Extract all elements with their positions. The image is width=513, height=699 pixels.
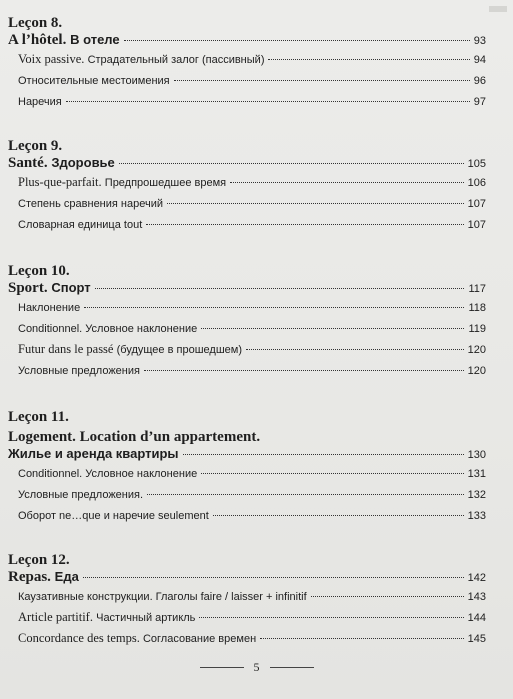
- entry-ru: Каузативные конструкции. Глаголы faire / laisser + infinitif: [18, 591, 307, 603]
- page-number: 107: [467, 198, 486, 210]
- toc-entry[interactable]: [8, 589, 486, 610]
- entry-ru: Степень сравнения наречий: [18, 198, 163, 210]
- page-number: 97: [473, 96, 486, 108]
- leader-dots: [83, 577, 464, 578]
- heading-ru: Здоровье: [51, 155, 115, 170]
- leader-dots: [201, 328, 464, 329]
- heading-fr: A l’hôtel.: [8, 32, 71, 48]
- entry-ru: Словарная единица tout: [18, 219, 143, 231]
- heading-ru: Жилье и аренда квартиры: [8, 446, 179, 461]
- page-number: 105: [467, 158, 486, 170]
- entry-ru: Наречия: [18, 96, 62, 108]
- entry-ru: Оборот ne…que и наречие seulement: [18, 510, 209, 522]
- heading-label: [8, 32, 120, 49]
- entry-ru: Относительные местоимения: [18, 75, 170, 87]
- heading-fr: Repas.: [8, 569, 55, 585]
- page-number: 120: [467, 344, 486, 356]
- lesson-10: [8, 262, 486, 384]
- entry-label: [18, 321, 197, 336]
- entry-label: [18, 466, 197, 481]
- entry-ru: Страдательный залог (пассивный): [87, 54, 265, 66]
- leader-dots: [260, 638, 463, 639]
- leader-dots: [144, 370, 464, 371]
- toc-entry[interactable]: [8, 631, 486, 652]
- entry-ru: Conditionnel. Условное наклонение: [18, 323, 198, 335]
- footer-page-number: 5: [253, 659, 260, 674]
- leader-dots: [84, 307, 464, 308]
- leader-dots: [167, 203, 464, 204]
- entry-ru: Условные предложения: [18, 365, 140, 377]
- entry-label: [18, 217, 142, 232]
- heading-label: [8, 280, 91, 297]
- page-number: 142: [467, 572, 486, 584]
- footer-rule-right: [270, 667, 314, 668]
- lesson-subtitle: Logement. Location d’un appartement.: [8, 429, 261, 445]
- entry-fr: Concordance des temps.: [18, 631, 143, 645]
- entry-ru: Наклонение: [18, 302, 81, 314]
- toc-entry[interactable]: [8, 342, 486, 363]
- leader-dots: [95, 288, 465, 289]
- page-number: 131: [467, 468, 486, 480]
- entry-label: [18, 363, 140, 378]
- page-number: 118: [468, 302, 486, 314]
- toc-heading-row[interactable]: [8, 32, 486, 52]
- entry-label: [18, 342, 242, 357]
- entry-label: [18, 73, 170, 88]
- leader-dots: [311, 596, 464, 597]
- toc-entry[interactable]: [8, 196, 486, 217]
- page-number: 93: [473, 35, 486, 47]
- leader-dots: [201, 473, 463, 474]
- toc-entry[interactable]: [8, 300, 486, 321]
- entry-label: [18, 94, 62, 109]
- page-number: 107: [467, 219, 486, 231]
- lesson-8: [8, 14, 486, 115]
- page-number: 130: [467, 449, 486, 461]
- lesson-title: Leçon 11.: [8, 409, 69, 425]
- page-number: 133: [467, 510, 486, 522]
- toc-entry[interactable]: [8, 52, 486, 73]
- toc-entry[interactable]: [8, 610, 486, 631]
- heading-fr: Sport.: [8, 280, 52, 296]
- page-number: 120: [467, 365, 486, 377]
- heading-ru: Еда: [54, 569, 79, 584]
- leader-dots: [246, 349, 464, 350]
- entry-label: [18, 175, 226, 190]
- entry-fr: Voix passive.: [18, 52, 88, 66]
- heading-label: [8, 569, 79, 586]
- leader-dots: [146, 224, 463, 225]
- entry-ru: Согласование времен: [142, 633, 257, 645]
- toc-entry[interactable]: [8, 321, 486, 342]
- toc-entry[interactable]: [8, 487, 486, 508]
- heading-label: [8, 155, 115, 172]
- entry-label: [18, 508, 209, 523]
- entry-fr: Futur dans le passé: [18, 342, 117, 356]
- entry-fr: Plus-que-parfait.: [18, 175, 105, 189]
- entry-ru: Conditionnel. Условное наклонение: [18, 468, 198, 480]
- entry-label: [18, 589, 307, 604]
- page-number: 106: [467, 177, 486, 189]
- toc-entry[interactable]: [8, 175, 486, 196]
- toc-heading-row[interactable]: [8, 155, 486, 175]
- heading-label: [8, 446, 179, 463]
- toc-entry[interactable]: [8, 73, 486, 94]
- leader-dots: [119, 163, 464, 164]
- leader-dots: [66, 101, 470, 102]
- page-number: 117: [468, 283, 486, 295]
- page-footer: [0, 660, 513, 674]
- heading-ru: Спорт: [51, 280, 91, 295]
- toc-heading-row[interactable]: [8, 446, 486, 466]
- leader-dots: [213, 515, 464, 516]
- page-number: 145: [467, 633, 486, 645]
- lesson-9: [8, 137, 486, 238]
- toc-entry[interactable]: [8, 466, 486, 487]
- entry-label: [18, 631, 256, 646]
- toc-heading-row[interactable]: [8, 569, 486, 589]
- entry-label: [18, 300, 80, 315]
- toc-entry[interactable]: [8, 363, 486, 384]
- toc-entry[interactable]: [8, 94, 486, 115]
- leader-dots: [268, 59, 469, 60]
- entry-label: [18, 52, 264, 67]
- page-number: 94: [473, 54, 486, 66]
- lesson-title: Leçon 8.: [8, 15, 63, 31]
- leader-dots: [183, 454, 464, 455]
- footer-rule-left: [200, 667, 244, 668]
- entry-ru: Условные предложения.: [18, 489, 144, 501]
- page-number: 119: [468, 323, 486, 335]
- leader-dots: [199, 617, 463, 618]
- lesson-title: Leçon 9.: [8, 138, 63, 154]
- entry-ru: (будущее в прошедшем): [116, 344, 242, 356]
- leader-dots: [124, 40, 470, 41]
- leader-dots: [174, 80, 470, 81]
- heading-fr: Santé.: [8, 155, 52, 171]
- entry-ru: Частичный артикль: [96, 612, 196, 624]
- lesson-12: [8, 551, 486, 652]
- entry-label: [18, 196, 163, 211]
- leader-dots: [147, 494, 464, 495]
- page-corner-mark: [489, 6, 507, 12]
- toc-entry[interactable]: [8, 217, 486, 238]
- lesson-title: Leçon 10.: [8, 263, 70, 279]
- heading-ru: В отеле: [70, 32, 120, 47]
- entry-label: [18, 487, 143, 502]
- lesson-11: [8, 408, 486, 529]
- entry-ru: Предпрошедшее время: [104, 177, 227, 189]
- page-number: 143: [467, 591, 486, 603]
- page-number: 96: [473, 75, 486, 87]
- entry-label: [18, 610, 195, 625]
- page-number: 144: [467, 612, 486, 624]
- toc-heading-row[interactable]: [8, 280, 486, 300]
- lesson-title: Leçon 12.: [8, 552, 70, 568]
- toc-entry[interactable]: [8, 508, 486, 529]
- entry-fr: Article partitif.: [18, 610, 97, 624]
- page-number: 132: [467, 489, 486, 501]
- leader-dots: [230, 182, 464, 183]
